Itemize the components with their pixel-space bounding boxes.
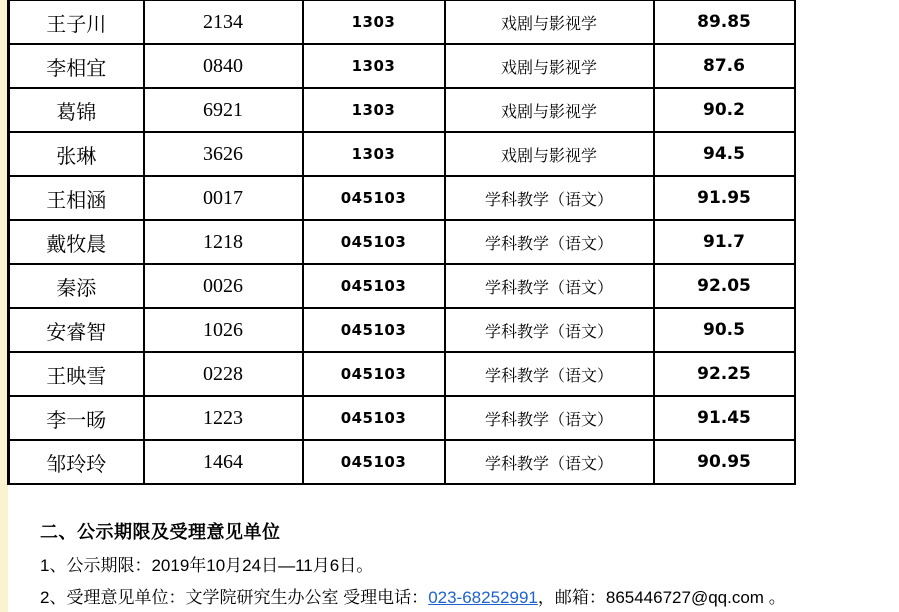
table-row [9, 88, 795, 132]
cell-name: 葛锦 [9, 88, 144, 132]
cell-name: 邹玲玲 [9, 440, 144, 484]
table-row [9, 352, 795, 396]
table-row [9, 220, 795, 264]
cell-exam-number: 0840 [144, 44, 303, 88]
contact-middle-text: ，邮箱： [537, 588, 606, 607]
cell-major-code: 045103 [303, 308, 445, 352]
contact-prefix-text: 2、受理意见单位：文学院研究生办公室 受理电话： [40, 588, 429, 607]
phone-link[interactable]: 023-68252991 [428, 588, 538, 607]
cell-major-name: 戏剧与影视学 [445, 0, 654, 44]
cell-score: 94.5 [654, 132, 795, 176]
cell-score: 92.05 [654, 264, 795, 308]
cell-major-code: 045103 [303, 264, 445, 308]
cell-major-name: 戏剧与影视学 [445, 88, 654, 132]
cell-major-code: 1303 [303, 88, 445, 132]
cell-major-code: 1303 [303, 44, 445, 88]
cell-major-code: 045103 [303, 220, 445, 264]
cell-score: 90.5 [654, 308, 795, 352]
cell-score: 92.25 [654, 352, 795, 396]
cell-exam-number: 0017 [144, 176, 303, 220]
cell-major-name: 戏剧与影视学 [445, 132, 654, 176]
cell-major-code: 045103 [303, 440, 445, 484]
cell-major-name: 学科教学（语文） [445, 264, 654, 308]
cell-major-name: 学科教学（语文） [445, 176, 654, 220]
cell-score: 87.6 [654, 44, 795, 88]
cell-major-name: 学科教学（语文） [445, 220, 654, 264]
cell-name: 王映雪 [9, 352, 144, 396]
section-heading: 二、公示期限及受理意见单位 [40, 522, 281, 542]
contact-line [40, 583, 786, 608]
cell-exam-number: 3626 [144, 132, 303, 176]
table-row [9, 264, 795, 308]
cell-exam-number: 1223 [144, 396, 303, 440]
cell-exam-number: 0026 [144, 264, 303, 308]
cell-major-name: 学科教学（语文） [445, 440, 654, 484]
cell-major-name: 学科教学（语文） [445, 308, 654, 352]
cell-major-code: 1303 [303, 132, 445, 176]
table-row [9, 308, 795, 352]
cell-name: 李一旸 [9, 396, 144, 440]
table-row [9, 44, 795, 88]
cell-major-name: 学科教学（语文） [445, 352, 654, 396]
cell-name: 张琳 [9, 132, 144, 176]
cell-major-name: 戏剧与影视学 [445, 44, 654, 88]
cell-exam-number: 0228 [144, 352, 303, 396]
cell-score: 91.45 [654, 396, 795, 440]
cell-exam-number: 1464 [144, 440, 303, 484]
table-row [9, 396, 795, 440]
cell-score: 91.7 [654, 220, 795, 264]
cell-score: 91.95 [654, 176, 795, 220]
cell-name: 王子川 [9, 0, 144, 44]
cell-name: 戴牧晨 [9, 220, 144, 264]
table-row [9, 176, 795, 220]
cell-major-code: 1303 [303, 0, 445, 44]
table-body [9, 0, 795, 484]
publicity-period-line [40, 551, 373, 576]
cell-exam-number: 6921 [144, 88, 303, 132]
cell-score: 89.85 [654, 0, 795, 44]
table-row [9, 0, 795, 44]
cell-name: 秦添 [9, 264, 144, 308]
cell-exam-number: 1218 [144, 220, 303, 264]
cell-name: 安睿智 [9, 308, 144, 352]
cell-major-name: 学科教学（语文） [445, 396, 654, 440]
cell-major-code: 045103 [303, 352, 445, 396]
cell-name: 李相宜 [9, 44, 144, 88]
results-table [7, 0, 796, 485]
email-text: 865446727@qq.com [605, 588, 764, 607]
cell-score: 90.2 [654, 88, 795, 132]
table-row [9, 440, 795, 484]
table-row [9, 132, 795, 176]
cell-major-code: 045103 [303, 176, 445, 220]
cell-exam-number: 2134 [144, 0, 303, 44]
cell-name: 王相涵 [9, 176, 144, 220]
cell-major-code: 045103 [303, 396, 445, 440]
cell-score: 90.95 [654, 440, 795, 484]
cell-exam-number: 1026 [144, 308, 303, 352]
publicity-period-text: 1、公示期限：2019年10月24日—11月6日。 [40, 556, 374, 575]
contact-suffix-text: 。 [763, 588, 786, 607]
